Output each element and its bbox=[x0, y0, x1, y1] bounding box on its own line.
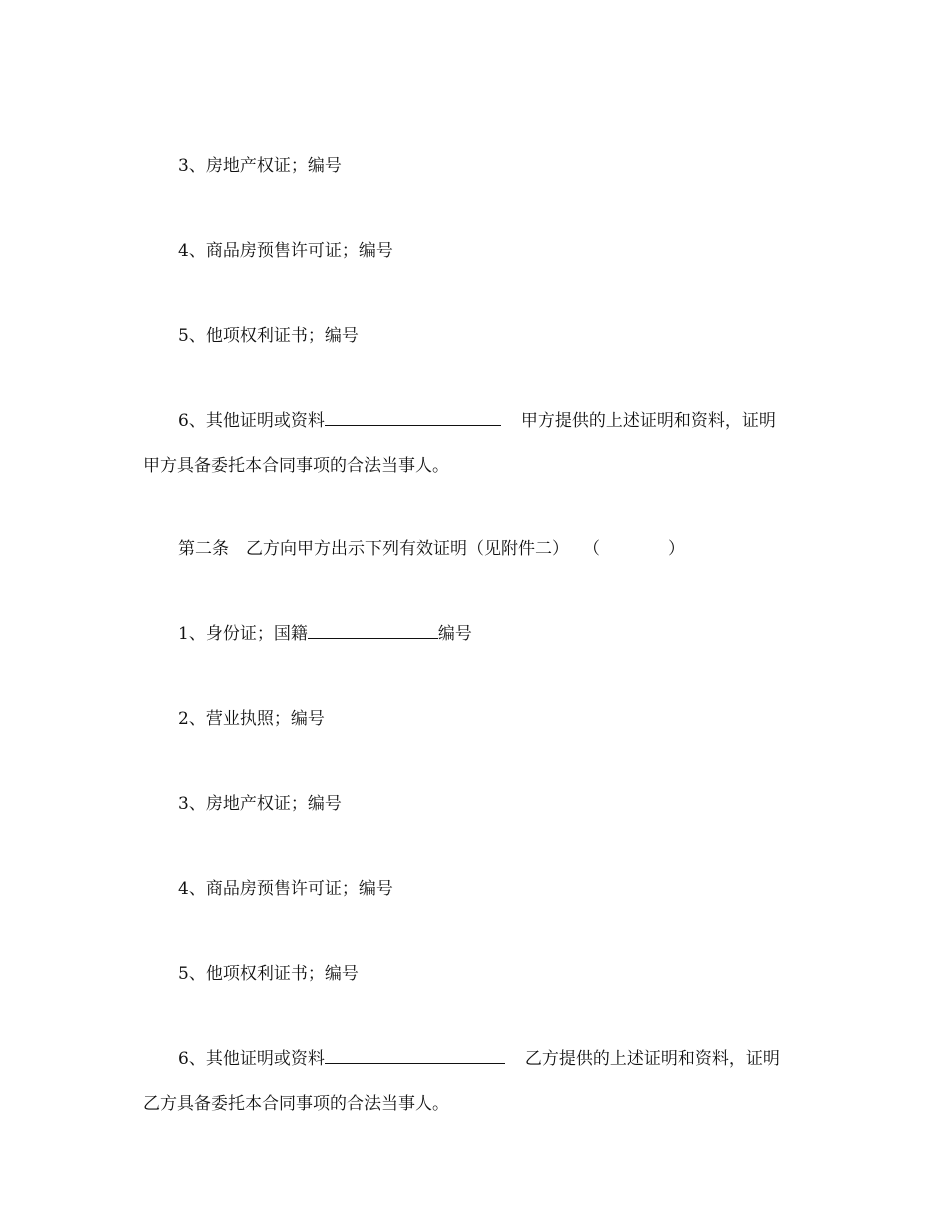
article-2-paren-open: （ bbox=[583, 539, 600, 559]
article-2-heading bbox=[178, 537, 685, 561]
party-b-item-4: 4、商品房预售许可证；编号 bbox=[178, 879, 393, 899]
party-a-item-6 bbox=[178, 409, 776, 433]
party-b-item-6-continuation: 乙方具备委托本合同事项的合法当事人。 bbox=[143, 1094, 449, 1114]
party-a-item-3: 3、房地产权证；编号 bbox=[178, 156, 342, 176]
article-2-paren-close: ） bbox=[668, 539, 685, 559]
party-a-item-6-prefix: 6、其他证明或资料 bbox=[178, 411, 325, 431]
party-b-item-6-suffix: 乙方提供的上述证明和资料，证明 bbox=[524, 1049, 780, 1069]
party-a-item-6-continuation: 甲方具备委托本合同事项的合法当事人。 bbox=[143, 456, 449, 476]
party-b-item-5: 5、他项权利证书；编号 bbox=[178, 964, 359, 984]
party-b-item-1-prefix: 1、身份证；国籍 bbox=[178, 624, 308, 644]
party-b-other-docs-blank[interactable] bbox=[325, 1047, 505, 1064]
party-b-item-2: 2、营业执照；编号 bbox=[178, 709, 325, 729]
party-b-item-6-prefix: 6、其他证明或资料 bbox=[178, 1049, 325, 1069]
party-b-item-1 bbox=[178, 622, 472, 646]
party-a-item-5: 5、他项权利证书；编号 bbox=[178, 326, 359, 346]
party-a-other-docs-blank[interactable] bbox=[325, 409, 501, 426]
party-b-item-6 bbox=[178, 1047, 780, 1071]
party-b-nationality-blank[interactable] bbox=[308, 622, 438, 639]
party-b-item-3: 3、房地产权证；编号 bbox=[178, 794, 342, 814]
article-2-title: 第二条 乙方向甲方出示下列有效证明（见附件二） bbox=[178, 539, 569, 559]
party-a-item-6-suffix: 甲方提供的上述证明和资料，证明 bbox=[520, 411, 776, 431]
party-a-item-4: 4、商品房预售许可证；编号 bbox=[178, 241, 393, 261]
party-b-item-1-suffix: 编号 bbox=[437, 624, 472, 644]
